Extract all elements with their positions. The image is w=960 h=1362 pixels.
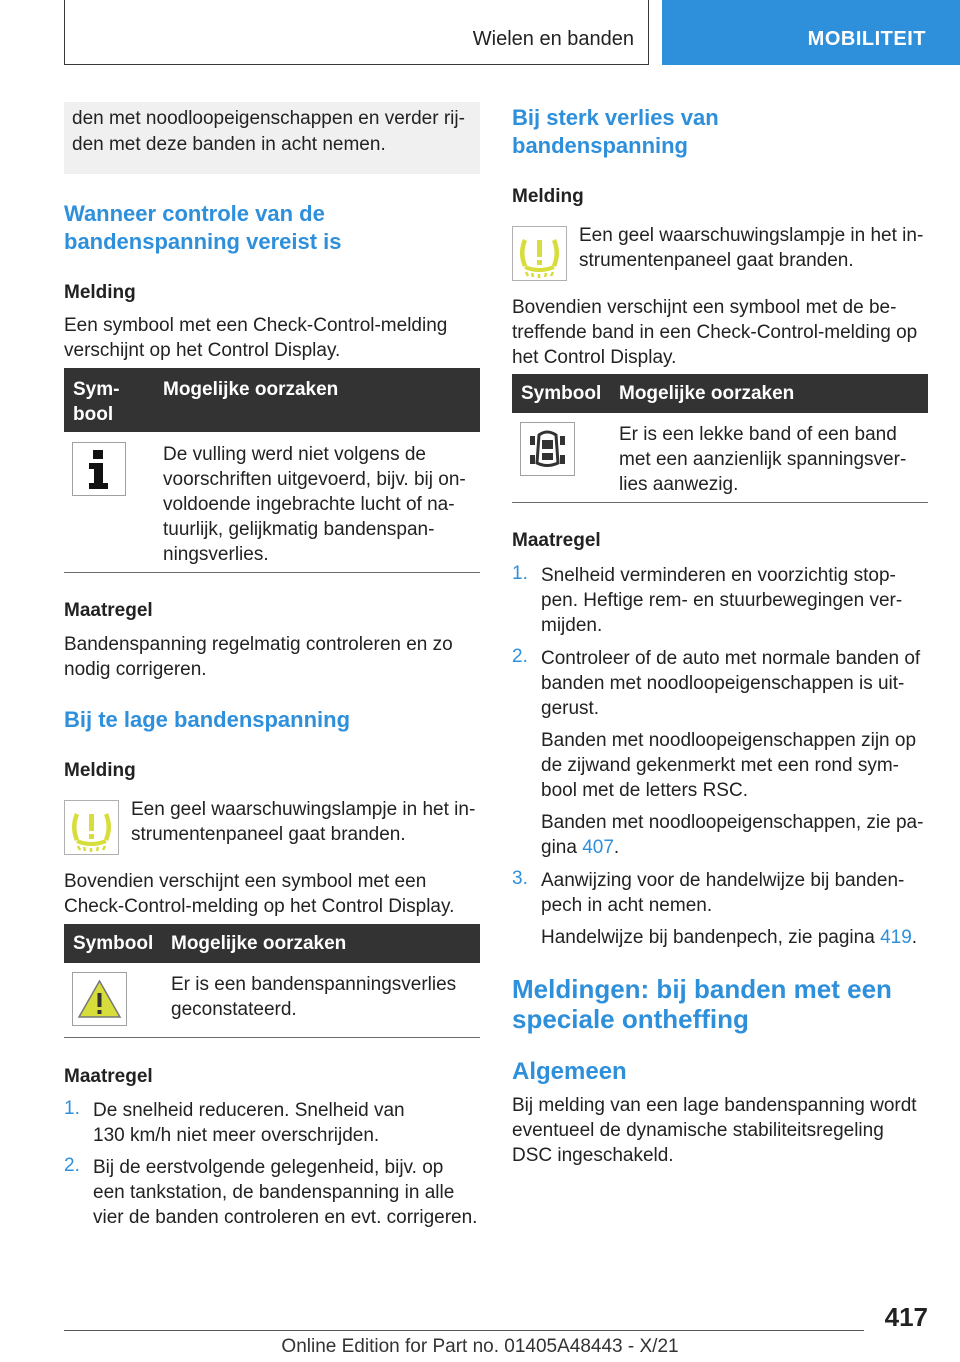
subnote-text: Handelwijze bij bandenpech, zie pagina [541,927,881,948]
step-line: een tankstation, de bandenspanning in alle [93,1182,455,1203]
table2-row-line-2: geconstateerd. [171,999,297,1020]
heading-special-exemption [512,974,932,1034]
melding-text-2-line-1: Een geel waarschuwingslampje in het in- [131,799,476,820]
subnote-line [541,835,931,860]
footer-rule [64,1330,864,1331]
table1-row-line-2: voorschriften uitgevoerd, bijv. bij on- [163,469,466,490]
heading-strong-line-2: bandenspanning [512,133,688,158]
step-number: 1. [512,563,528,584]
step-2-subnote-2 [541,810,931,860]
table3-bottom-rule [512,502,928,503]
maatregel-label-1: Maatregel [64,600,153,621]
step-line: De snelheid reduceren. Snelheid van [93,1100,405,1121]
page-number: 417 [884,1302,928,1332]
step-line: Aanwijzing voor de handelwijze bij banden- [541,870,905,891]
heading-when-check [64,200,480,256]
edition-line: Online Edition for Part no. 01405A48443 - X/21 [281,1336,679,1357]
step-line: Controleer of de auto met normale banden of [541,648,921,669]
page-link-407[interactable]: 407 [582,837,614,858]
table1-header [64,368,480,432]
table1-col1-line-1: Sym- [73,379,120,400]
table2-bottom-rule [64,1037,480,1038]
table2-row-text [171,972,480,1022]
chapter-tab[interactable] [662,0,960,65]
heading-special-line-2: speciale ontheffing [512,1004,749,1034]
melding-label-3: Melding [512,186,584,207]
table1-row-text [163,442,480,567]
table1-col1-line-2: bool [73,404,114,425]
step-number: 2. [512,646,528,667]
table3-row-text [619,422,928,497]
step-line: Bij de eerstvolgende gelegenheid, bijv. op [93,1157,444,1178]
subnote-line: Banden met noodloopeigenschappen, zie pa- [541,812,924,833]
subnote-text: gina [541,837,583,858]
melding-text-1-line-2: verschijnt op het Control Display. [64,340,341,361]
tire-pressure-warning-icon [64,800,119,855]
extra-3-line-2: treffende band in een Check-Control-melding op [512,322,918,343]
step-line: banden met noodloopeigenschappen is uit- [541,673,905,694]
page-header [0,0,960,66]
maatregel-text-1-line-1: Bandenspanning regelmatig controleren en zo [64,634,453,655]
subnote-line: bool met de letters RSC. [541,780,748,801]
table3-col1-header: Symbool [521,383,602,404]
heading-when-line-2: bandenspanning vereist is [64,229,342,254]
table2-row-line-1: Er is een bandenspanningsverlies [171,974,457,995]
table1-col2-header: Mogelijke oorzaken [163,379,339,400]
heading-algemeen: Algemeen [512,1058,627,1085]
table3-header [512,374,928,413]
melding-text-2-line-2: strumentenpaneel gaat branden. [131,824,406,845]
table2-col2-header: Mogelijke oorzaken [171,933,347,954]
table1-row-line-5: ningsverlies. [163,544,269,565]
step-3-subnote [541,925,928,950]
melding-extra-2-line-1: Bovendien verschijnt een symbool met een [64,871,427,892]
extra-3-line-1: Bovendien verschijnt een symbool met de be- [512,297,897,318]
section-tab[interactable] [64,0,649,65]
step-line: 130 km/h niet meer overschrijden. [93,1125,380,1146]
step-text [541,563,928,638]
warning-triangle-icon [72,972,127,1026]
subnote-line: Banden met noodloopeigenschappen zijn op [541,730,917,751]
melding-text-1-line-1: Een symbool met een Check-Control-melding [64,315,448,336]
continued-line-1: den met noodloopeigenschappen en verder rij- [72,108,465,129]
subnote-period: . [613,837,620,858]
car-tire-icon [520,422,575,476]
page-link-419[interactable]: 419 [880,927,912,948]
step-text [93,1098,480,1148]
melding-label-1: Melding [64,282,136,303]
continued-note-box [64,102,480,174]
melding-label-2: Melding [64,760,136,781]
step-line: mijden. [541,615,603,636]
heading-when-line-1: Wanneer controle van de [64,201,325,226]
step-number: 3. [512,868,528,889]
maatregel-label-2: Maatregel [64,1066,153,1087]
step-line: pech in acht nemen. [541,895,713,916]
table1-bottom-rule [64,572,480,573]
table1-col1-header [73,377,119,427]
extra-3-line-3: het Control Display. [512,347,677,368]
maatregel-text-1-line-2: nodig corrigeren. [64,659,207,680]
table1-row-line-3: voldoende ingebrachte lucht of na- [163,494,455,515]
melding-text-3-line-2: strumentenpaneel gaat branden. [579,250,854,271]
table1-row-line-4: tuurlijk, gelijkmatig bandenspan- [163,519,435,540]
table3-row-line-2: met een aanzienlijk spanningsver- [619,449,907,470]
heading-low-pressure: Bij te lage bandenspanning [64,707,351,732]
table2-col1-header: Symbool [73,933,154,954]
heading-special-line-1: Meldingen: bij banden met een [512,974,892,1004]
subnote-period: . [911,927,918,948]
step-line: Snelheid verminderen en voorzichtig stop- [541,565,896,586]
melding-text-3-line-1: Een geel waarschuwingslampje in het in- [579,225,924,246]
step-text [93,1155,483,1230]
maatregel-label-3: Maatregel [512,530,601,551]
table1-row-line-1: De vulling werd niet volgens de [163,444,426,465]
tire-pressure-warning-icon [512,226,567,281]
step-line: pen. Heftige rem- en stuurbewegingen ver- [541,590,903,611]
chapter-title: MOBILITEIT [807,28,926,50]
step-2-subnote-1 [541,728,928,803]
table3-col2-header: Mogelijke oorzaken [619,383,795,404]
heading-strong-loss [512,104,928,160]
table3-row-line-1: Er is een lekke band of een band [619,424,897,445]
table2-header [64,924,480,963]
step-text [541,868,928,918]
step-line: vier de banden controleren en evt. corrigeren. [93,1207,478,1228]
algemeen-line-3: DSC ingeschakeld. [512,1145,674,1166]
table3-row-line-3: lies aanwezig. [619,474,739,495]
info-i-icon [72,442,126,496]
section-title: Wielen en banden [472,28,634,50]
algemeen-line-1: Bij melding van een lage bandenspanning wordt [512,1095,917,1116]
step-number: 2. [64,1155,80,1176]
step-number: 1. [64,1098,80,1119]
step-line: gerust. [541,698,600,719]
step-text [541,646,931,721]
subnote-line: de zijwand gekenmerkt met een rond sym- [541,755,899,776]
continued-line-2: den met deze banden in acht nemen. [72,134,386,155]
melding-extra-2-line-2: Check-Control-melding op het Control Display. [64,896,455,917]
heading-strong-line-1: Bij sterk verlies van [512,105,719,130]
algemeen-line-2: eventueel de dynamische stabiliteitsregeling [512,1120,884,1141]
